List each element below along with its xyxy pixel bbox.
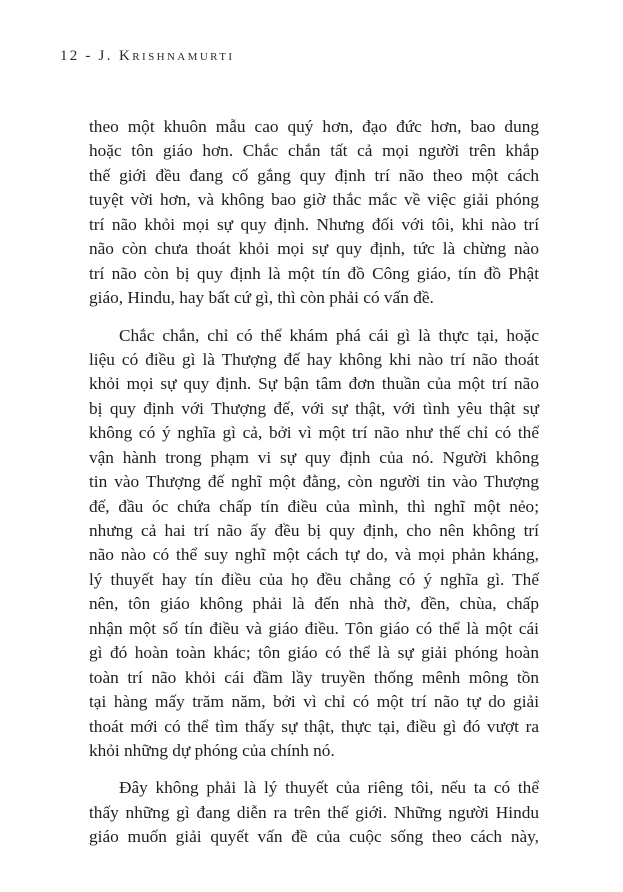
- paragraph-1: [89, 115, 539, 311]
- text-line: khỏi mọi sự quy định. Sự bận tâm đơn thuần của một trí não: [89, 374, 539, 394]
- text-line: nhưng cả hai trí não ấy đều bị quy định, cho nên không trí: [89, 521, 539, 540]
- text-line: nhận một số tín điều và giáo điều. Tôn giáo có thể là một cái: [89, 618, 539, 638]
- author-name: J. Krishnamurti: [98, 48, 235, 64]
- paragraph-3: [89, 776, 539, 849]
- text-line: Đây không phải là lý thuyết của riêng tôi, nếu ta có thể: [119, 778, 539, 798]
- running-header: [60, 48, 234, 65]
- text-line: trí não khỏi mọi sự quy định. Nhưng đối với tôi, khi nào trí: [89, 214, 539, 234]
- page-number: 12: [60, 48, 80, 64]
- header-separator: -: [85, 48, 93, 64]
- text-line: gì đó hoàn toàn khác; tôn giáo có thể là sự giải phóng hoàn: [89, 643, 539, 663]
- text-line: giáo, Hindu, hay bất cứ gì, thì còn phải có vấn đề.: [89, 288, 434, 308]
- text-line: bị quy định với Thượng đế, với sự thật, với tình yêu thật sự: [89, 398, 539, 418]
- text-line: thoát mới có thể tìm thấy sự thật, thực tại, điều gì đó vượt ra: [89, 716, 539, 736]
- text-line: Chắc chắn, chỉ có thể khám phá cái gì là thực tại, hoặc: [119, 325, 539, 345]
- text-line: toàn trí não khỏi cái đầm lầy truyền thống mênh mông tồn: [89, 667, 539, 687]
- text-line: hoặc tôn giáo hơn. Chắc chắn tất cả mọi người trên khắp: [89, 141, 539, 161]
- text-line: đế, đầu óc chứa chấp tín điều của mình, thì nghĩ một nẻo;: [89, 496, 539, 516]
- text-line: theo một khuôn mẫu cao quý hơn, đạo đức hơn, bao dung: [89, 117, 539, 136]
- text-line: tin vào Thượng đế nghĩ một đằng, còn người tin vào Thượng: [89, 472, 539, 492]
- text-line: giáo muốn giải quyết vấn đề của cuộc sống theo cách này,: [89, 827, 539, 847]
- text-line: liệu có điều gì là Thượng đế hay không khi nào trí não thoát: [89, 349, 539, 369]
- paragraph-2: [89, 324, 539, 764]
- text-line: lý thuyết hay tín điều của họ đều chẳng có ý nghĩa gì. Thế: [89, 569, 539, 589]
- body-text: [89, 115, 539, 850]
- text-line: nên, tôn giáo không phải là đến nhà thờ, đền, chùa, chấp: [89, 594, 539, 614]
- text-line: không có ý nghĩa gì cả, bởi vì một trí não như thế chỉ có thể: [89, 423, 539, 443]
- text-line: não còn chưa thoát khỏi mọi sự quy định, tức là chừng nào: [89, 239, 539, 259]
- text-line: thấy những gì đang diễn ra trên thế giới. Những người Hindu: [89, 802, 539, 822]
- text-line: não nào có thể suy nghĩ một cách tự do, và mọi phản kháng,: [89, 545, 539, 565]
- text-line: tuyệt vời hơn, và không bao giờ thắc mắc về việc giải phóng: [89, 190, 539, 210]
- text-line: tại hàng mấy trăm năm, bởi vì chỉ có một trí não tự do giải: [89, 692, 539, 712]
- text-line: vận hành trong phạm vi sự quy định của nó. Người không: [89, 447, 539, 467]
- text-line: thế giới đều đang cố gắng quy định trí não theo một cách: [89, 165, 539, 185]
- text-line: trí não còn bị quy định là một tín đồ Công giáo, tín đồ Phật: [89, 263, 539, 283]
- text-line: khỏi những dự phóng của chính nó.: [89, 740, 335, 760]
